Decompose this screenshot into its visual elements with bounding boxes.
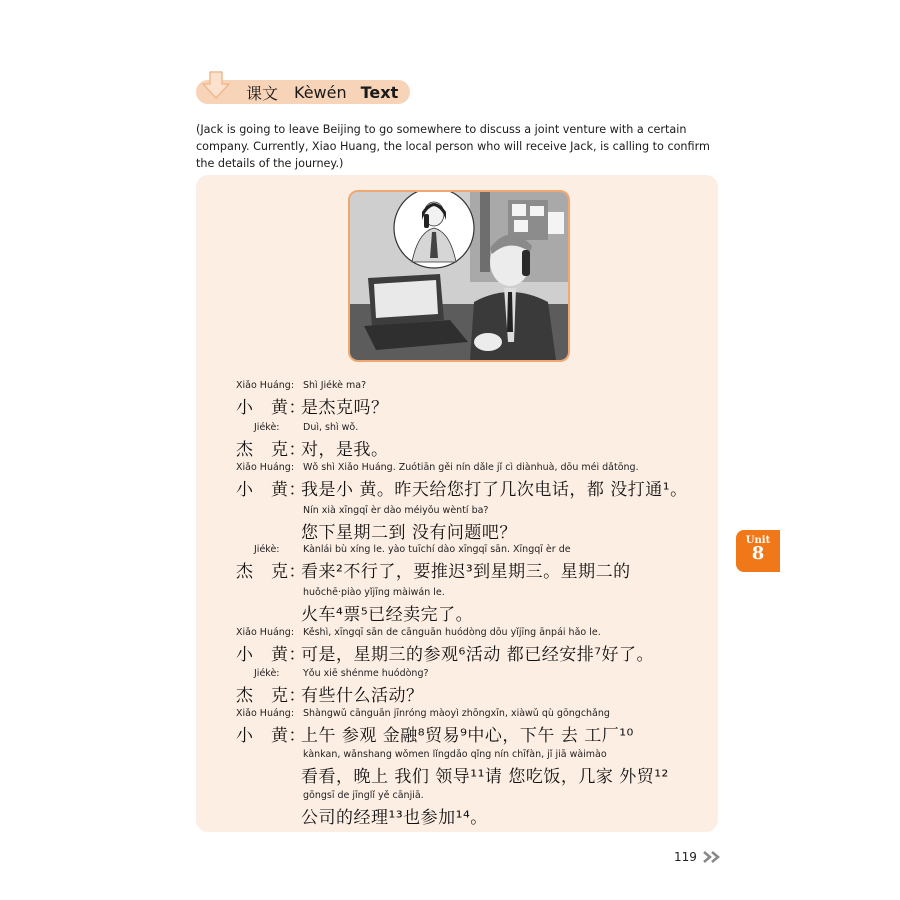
line-pinyin: kànkan, wǎnshang wǒmen lǐngdǎo qǐng nín chīfàn, jǐ jiā wàimào	[303, 749, 607, 760]
double-chevron-right-icon	[700, 851, 740, 863]
line-chinese: 有些什么活动？	[301, 686, 424, 706]
speaker-name: 小 黄：	[236, 726, 306, 746]
speaker-pinyin: Xiǎo Huáng:	[236, 462, 295, 473]
line-pinyin: Shàngwǔ cānguān jīnróng màoyì zhōngxīn, xiàwǔ qù gōngchǎng	[303, 708, 610, 719]
speaker-pinyin: Jiékè:	[254, 422, 280, 433]
line-chinese: 火车⁴票⁵已经卖完了。	[301, 605, 474, 625]
phone-call-illustration	[350, 192, 568, 360]
speaker-name: 小 黄：	[236, 398, 306, 418]
line-pinyin: Shì Jiékè ma?	[303, 380, 367, 391]
speaker-name: 杰 克：	[236, 562, 306, 582]
section-title-pinyin: Kèwén	[294, 82, 347, 102]
line-chinese: 公司的经理¹³也参加¹⁴。	[301, 808, 488, 828]
line-chinese: 看来²不行了，要推迟³到星期三。星期二的	[301, 562, 631, 582]
line-chinese: 我是小 黄。昨天给您打了几次电话，都 没打通¹。	[301, 480, 688, 500]
line-pinyin: Nín xià xīngqī èr dào méiyǒu wèntí ba?	[303, 505, 489, 516]
line-pinyin: gōngsī de jīnglǐ yě cānjiā.	[303, 790, 424, 801]
down-arrow-icon	[198, 68, 234, 104]
speaker-pinyin: Xiǎo Huáng:	[236, 380, 295, 391]
speaker-name: 小 黄：	[236, 645, 306, 665]
unit-number: 8	[751, 543, 765, 564]
line-chinese: 是杰克吗？	[301, 398, 389, 418]
unit-tab[interactable]	[736, 530, 780, 572]
line-chinese: 对，是我。	[301, 440, 389, 460]
section-title-english: Text	[360, 82, 399, 102]
speaker-pinyin: Xiǎo Huáng:	[236, 708, 295, 719]
line-chinese: 看看，晚上 我们 领导¹¹请 您吃饭，几家 外贸¹²	[301, 767, 669, 787]
speaker-pinyin: Xiǎo Huáng:	[236, 627, 295, 638]
page-number: 119	[674, 850, 697, 864]
speaker-name: 杰 克：	[236, 686, 306, 706]
line-pinyin: Yǒu xiē shénme huódòng?	[303, 668, 429, 679]
speaker-pinyin: Jiékè:	[254, 668, 280, 679]
line-pinyin: Duì, shì wǒ.	[303, 422, 359, 433]
speaker-name: 小 黄：	[236, 480, 306, 500]
line-chinese: 上午 参观 金融⁸贸易⁹中心，下午 去 工厂¹⁰	[301, 726, 634, 746]
intro-paragraph: (Jack is going to leave Beijing to go somewhere to discuss a joint venture with a certain company. Currently, Xiao Huang, the local person who will receive Jack, is calling to confirm the details of the journey.)	[196, 123, 710, 170]
line-pinyin: Wǒ shì Xiǎo Huáng. Zuótiān gěi nín dǎle jǐ cì diànhuà, dōu méi dǎtōng.	[303, 462, 639, 473]
section-title	[246, 81, 398, 103]
line-pinyin: Kěshì, xīngqī sān de cānguān huódòng dōu yǐjīng ānpái hǎo le.	[303, 627, 601, 638]
illustration-image	[348, 190, 570, 362]
speaker-name: 杰 克：	[236, 440, 306, 460]
line-chinese: 您下星期二到 没有问题吧？	[301, 523, 517, 543]
line-pinyin: Kànlái bù xíng le. yào tuīchí dào xīngqī sān. Xīngqī èr de	[303, 544, 571, 555]
speaker-pinyin: Jiékè:	[254, 544, 280, 555]
line-pinyin: huǒchē·piào yǐjīng màiwán le.	[303, 587, 445, 598]
line-chinese: 可是，星期三的参观⁶活动 都已经安排⁷好了。	[301, 645, 655, 665]
section-title-chinese: 课文	[246, 83, 279, 103]
unit-label: Unit	[745, 535, 771, 546]
